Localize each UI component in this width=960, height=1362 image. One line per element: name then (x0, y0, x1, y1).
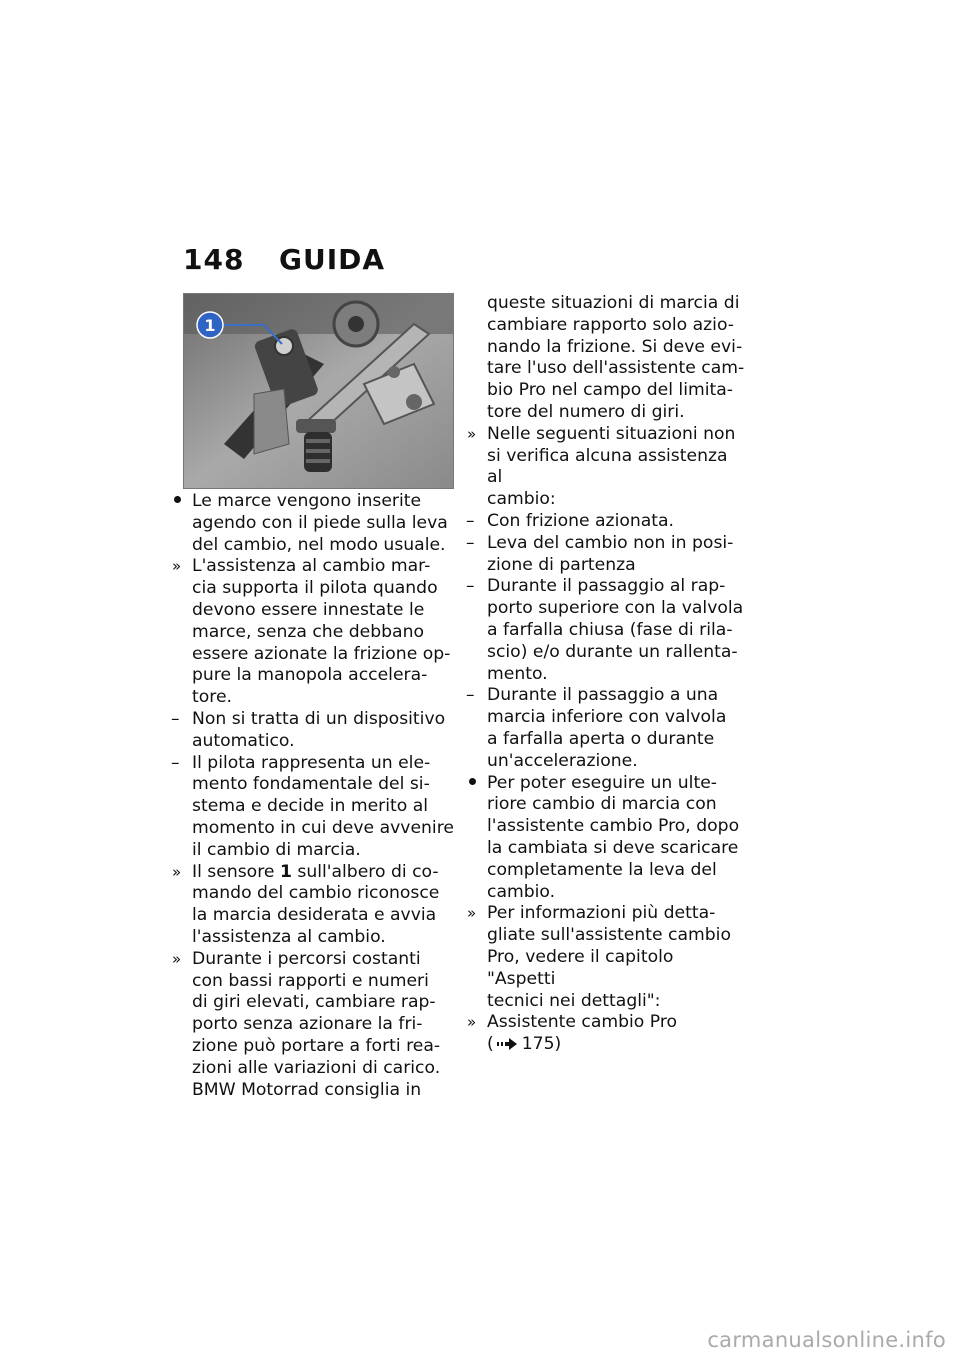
text-line: cambio. (487, 881, 556, 902)
text-line: pure la manopola accelera- (192, 665, 428, 686)
text-line: Durante i percorsi costanti (192, 948, 421, 969)
text-line: marce, senza che debbano (192, 621, 424, 642)
text-line: del cambio, nel modo usuale. (192, 534, 446, 555)
text-line: Il pilota rappresenta un ele- (192, 752, 431, 773)
dash-marker: – (466, 532, 475, 553)
right-column (466, 293, 746, 1056)
text-line: Pro, vedere il capitolo "Aspetti (487, 946, 674, 989)
arrow-marker: » (467, 424, 477, 443)
text-line: mento fondamentale del si- (192, 774, 430, 795)
reference-page-number: 175) (521, 1034, 562, 1055)
arrow-item (466, 903, 746, 1012)
text-line: BMW Motorrad consiglia in (192, 1079, 422, 1100)
arrow-marker: » (172, 862, 182, 881)
text-line: mento. (487, 663, 548, 684)
arrow-item (171, 556, 456, 709)
text-line: zione può portare a forti rea- (192, 1035, 441, 1056)
arrow-item (171, 949, 456, 1102)
dash-marker: – (171, 752, 180, 773)
text-line: momento in cui deve avvenire (192, 817, 454, 838)
text-line: l'assistente cambio Pro, dopo (487, 816, 740, 837)
continued-paragraph (466, 293, 746, 424)
text-line: un'accelerazione. (487, 750, 638, 771)
bullet-marker (171, 491, 191, 513)
left-column (171, 491, 456, 1101)
text-line: automatico. (192, 730, 295, 751)
dash-item (466, 533, 746, 577)
dash-item (466, 685, 746, 772)
text-line: cambiare rapporto solo azio- (487, 314, 734, 335)
text-line: nando la frizione. Si deve evi- (487, 336, 743, 357)
dash-item (171, 709, 456, 753)
text-line: Non si tratta di un dispositivo (192, 708, 446, 729)
photo-illustration (184, 294, 453, 488)
text-line: tore. (192, 687, 232, 708)
text-line: scio) e/o durante un rallenta- (487, 641, 738, 662)
text-line: Assistente cambio Pro (487, 1012, 678, 1033)
text-line: bio Pro nel campo del limita- (487, 380, 733, 401)
text-line: stema e decide in merito al (192, 796, 429, 817)
text-line: zioni alle variazioni di carico. (192, 1057, 441, 1078)
dash-item (171, 753, 456, 862)
dash-marker: – (466, 576, 475, 597)
page-number: 148 (183, 243, 245, 276)
arrow-marker: » (172, 557, 182, 576)
text-line: porto superiore con la valvola (487, 598, 744, 619)
gear-shift-sensor-photo (183, 293, 454, 489)
text-line: completamente la leva del (487, 859, 717, 880)
text-line: Durante il passaggio al rap- (487, 576, 726, 597)
arrow-item (171, 862, 456, 949)
text-line: gliate sull'assistente cambio (487, 925, 731, 946)
text-line: L'assistenza al cambio mar- (192, 556, 431, 577)
dash-marker: – (466, 685, 475, 706)
text-line: a farfalla chiusa (fase di rila- (487, 619, 733, 640)
text-line: tare l'uso dell'assistente cam- (487, 358, 745, 379)
dash-marker: – (466, 510, 475, 531)
text-line: cia supporta il pilota quando (192, 578, 438, 599)
text-line: tore del numero di giri. (487, 401, 685, 422)
text-line: la cambiata si deve scaricare (487, 837, 739, 858)
callout-ref: 1 (279, 861, 292, 882)
text-line: riore cambio di marcia con (487, 794, 717, 815)
arrow-item (466, 1012, 746, 1034)
text-line: si verifica alcuna assistenza al (487, 445, 728, 488)
text-line: Il sensore 1 sull'albero di co- (192, 861, 439, 882)
arrow-marker: » (467, 1013, 477, 1032)
bullet-marker (466, 773, 486, 795)
text-line: Durante il passaggio a una (487, 685, 719, 706)
text-line: zione di partenza (487, 554, 636, 575)
text-line: queste situazioni di marcia di (487, 293, 740, 313)
text-line: Le marce vengono inserite (192, 491, 422, 511)
bullet-item (171, 491, 456, 556)
text-line: marcia inferiore con valvola (487, 707, 727, 728)
bullet-item (466, 773, 746, 904)
text-line: la marcia desiderata e avvia (192, 905, 437, 926)
text-line: devono essere innestate le (192, 599, 425, 620)
text-line: essere azionate la frizione op- (192, 643, 451, 664)
section-title: GUIDA (279, 243, 386, 276)
text-line: agendo con il piede sulla leva (192, 512, 448, 533)
arrow-item (466, 424, 746, 511)
text-line: Con frizione azionata. (487, 510, 675, 531)
reference-open-paren: ( (487, 1034, 494, 1055)
text-line: con bassi rapporti e numeri (192, 970, 429, 991)
watermark: carmanualsonline.info (707, 1328, 946, 1352)
text-line: l'assistenza al cambio. (192, 926, 386, 947)
callout-1-label: 1 (204, 316, 216, 335)
dash-item (466, 511, 746, 533)
text-line: Leva del cambio non in posi- (487, 532, 734, 553)
text-line: Per poter eseguire un ulte- (487, 772, 717, 793)
arrow-marker: » (467, 904, 477, 923)
text-line: tecnici nei dettagli": (487, 990, 661, 1011)
page-header (183, 243, 385, 276)
dash-item (466, 576, 746, 685)
text-line: Nelle seguenti situazioni non (487, 423, 736, 444)
text-line: a farfalla aperta o durante (487, 728, 715, 749)
arrow-marker: » (172, 949, 182, 968)
text-line: cambio: (487, 489, 556, 510)
text-line: porto senza azionare la fri- (192, 1014, 423, 1035)
text-line: di giri elevati, cambiare rap- (192, 992, 436, 1013)
page-reference[interactable] (466, 1034, 746, 1056)
page-reference-arrow-icon (497, 1038, 519, 1050)
dash-marker: – (171, 708, 180, 729)
text-line: mando del cambio riconosce (192, 883, 440, 904)
text-line: Per informazioni più detta- (487, 903, 716, 924)
text-line: il cambio di marcia. (192, 839, 361, 860)
